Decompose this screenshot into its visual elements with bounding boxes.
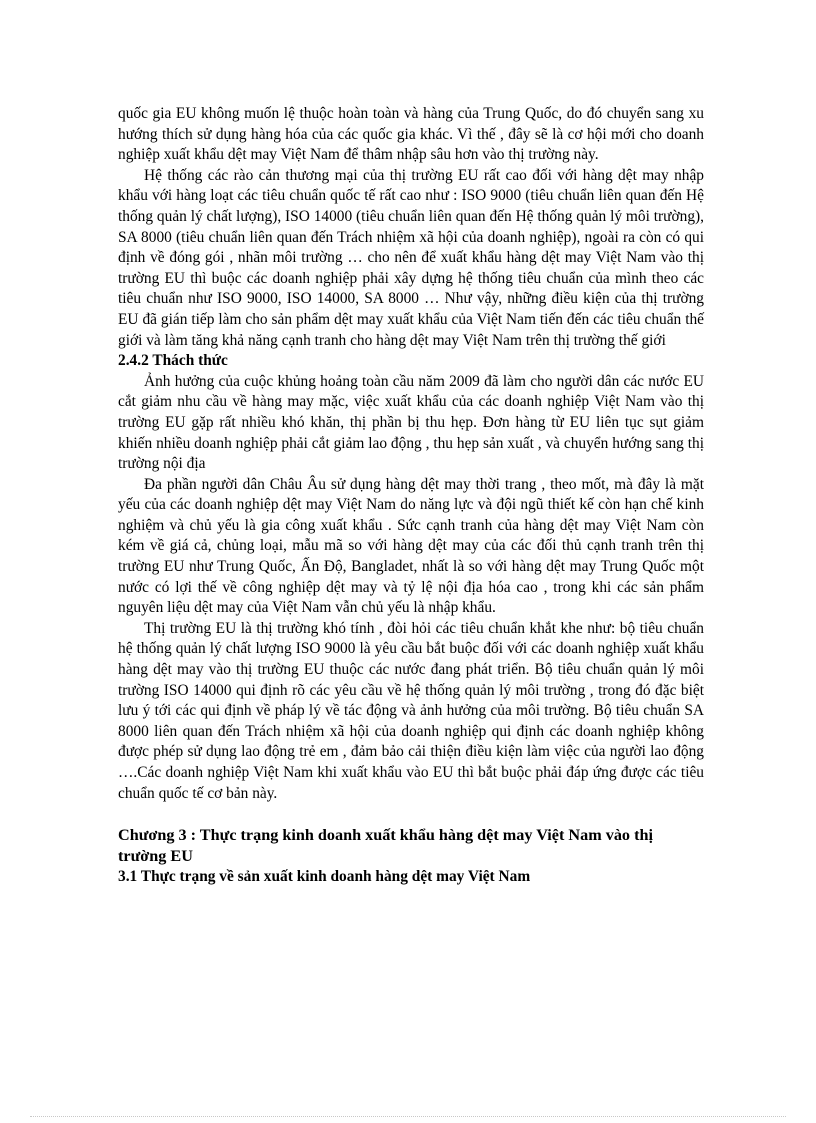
section-heading-challenges: 2.4.2 Thách thức: [118, 352, 228, 370]
paragraph-trade-barriers: Hệ thống các rào cản thương mại của thị trường EU rất cao đối với hàng dệt may nhập khẩu với hàng loạt các tiêu chuẩn quốc tế rất cao như : ISO 9000 (tiêu chuẩn liên quan đến Hệ thống quản lý chất lượng), ISO 14000 (tiêu chuẩn liên quan đến Hệ thống quản lý môi trường), SA 8000 (tiêu chuẩn liên quan đến Trách nhiệm xã hội của doanh nghiệp), ngoài ra còn có qui định về đóng gói , nhãn môi trường … cho nên để xuất khẩu hàng dệt may Việt Nam vào thị trường EU thì buộc các doanh nghiệp phải xây dựng hệ thống tiêu chuẩn của mình theo các tiêu chuẩn như ISO 9000, ISO 14000, SA 8000 … Như vậy, những điều kiện của thị trường EU đã gián tiếp làm cho sản phẩm dệt may xuất khẩu của Việt Nam tiến đến các tiêu chuẩn thế giới và làm tăng khả năng cạnh tranh cho hàng dệt may Việt Nam trên thị trường thế giới: [118, 166, 704, 349]
document-body: [118, 104, 704, 888]
section-heading-production-status: 3.1 Thực trạng về sản xuất kinh doanh hàng dệt may Việt Nam: [118, 868, 531, 886]
paragraph-fashion-weakness: Đa phần người dân Châu Âu sử dụng hàng dệt may thời trang , theo mốt, mà đây là mặt yếu của các doanh nghiệp dệt may Việt Nam do năng lực và đội ngũ thiết kế còn hạn chế kinh nghiệm và chủ yếu là gia công xuất khẩu . Sức cạnh tranh của hàng dệt may Việt Nam còn kém về giá cả, chủng loại, mẫu mã so với hàng dệt may của các đối thủ cạnh tranh trên thị trường EU như Trung Quốc, Ấn Độ, Bangladet, nhất là so với hàng dệt may Trung Quốc một nước có lợi thế về công nghiệp dệt may và tỷ lệ nội địa hóa cao , trong khi các sản phẩm nguyên liệu dệt may của Việt Nam vẫn chủ yếu là nhập khẩu.: [118, 475, 704, 617]
chapter-heading: Chương 3 : Thực trạng kinh doanh xuất khẩu hàng dệt may Việt Nam vào thị trường EU: [118, 826, 653, 866]
paragraph-strict-standards: Thị trường EU là thị trường khó tính , đòi hỏi các tiêu chuẩn khắt khe như: bộ tiêu chuẩn hệ thống quản lý chất lượng ISO 9000 là yêu cầu bắt buộc đối với các doanh nghiệp xuất khẩu hàng dệt may vào thị trường EU thuộc các nước đang phát triển. Bộ tiêu chuẩn quản lý môi trường ISO 14000 qui định rõ các yêu cầu về hệ thống quản lý môi trường , trong đó đặc biệt lưu ý tới các qui định về pháp lý về tác động và ảnh hưởng của môi trường. Bộ tiêu chuẩn SA 8000 liên quan đến Trách nhiệm xã hội của doanh nghiệp qui định các doanh nghiệp không được phép sử dụng lao động trẻ em , đảm bảo cải thiện điều kiện làm việc của người lao động ….Các doanh nghiệp Việt Nam khi xuất khẩu vào EU thì bắt buộc phải đáp ứng được các tiêu chuẩn quốc tế cơ bản này.: [118, 619, 704, 802]
paragraph-crisis-impact: Ảnh hưởng của cuộc khủng hoảng toàn cầu năm 2009 đã làm cho người dân các nước EU cắt giảm nhu cầu về hàng may mặc, việc xuất khẩu của các doanh nghiệp Việt Nam vào thị trường EU gặp rất nhiều khó khăn, thị phần bị thu hẹp. Đơn hàng từ EU liên tục sụt giảm khiến nhiều doanh nghiệp phải cắt giảm lao động , thu hẹp sản xuất , và chuyển hướng sang thị trường nội địa: [118, 372, 704, 473]
paragraph-opportunity-conclusion: quốc gia EU không muốn lệ thuộc hoàn toàn và hàng của Trung Quốc, do đó chuyển sang xu hướng thích sử dụng hàng hóa của các quốc gia khác. Vì thế , đây sẽ là cơ hội mới cho doanh nghiệp xuất khẩu dệt may Việt Nam để thâm nhập sâu hơn vào thị trường này.: [118, 105, 704, 164]
page-bottom-divider: [30, 1116, 786, 1117]
